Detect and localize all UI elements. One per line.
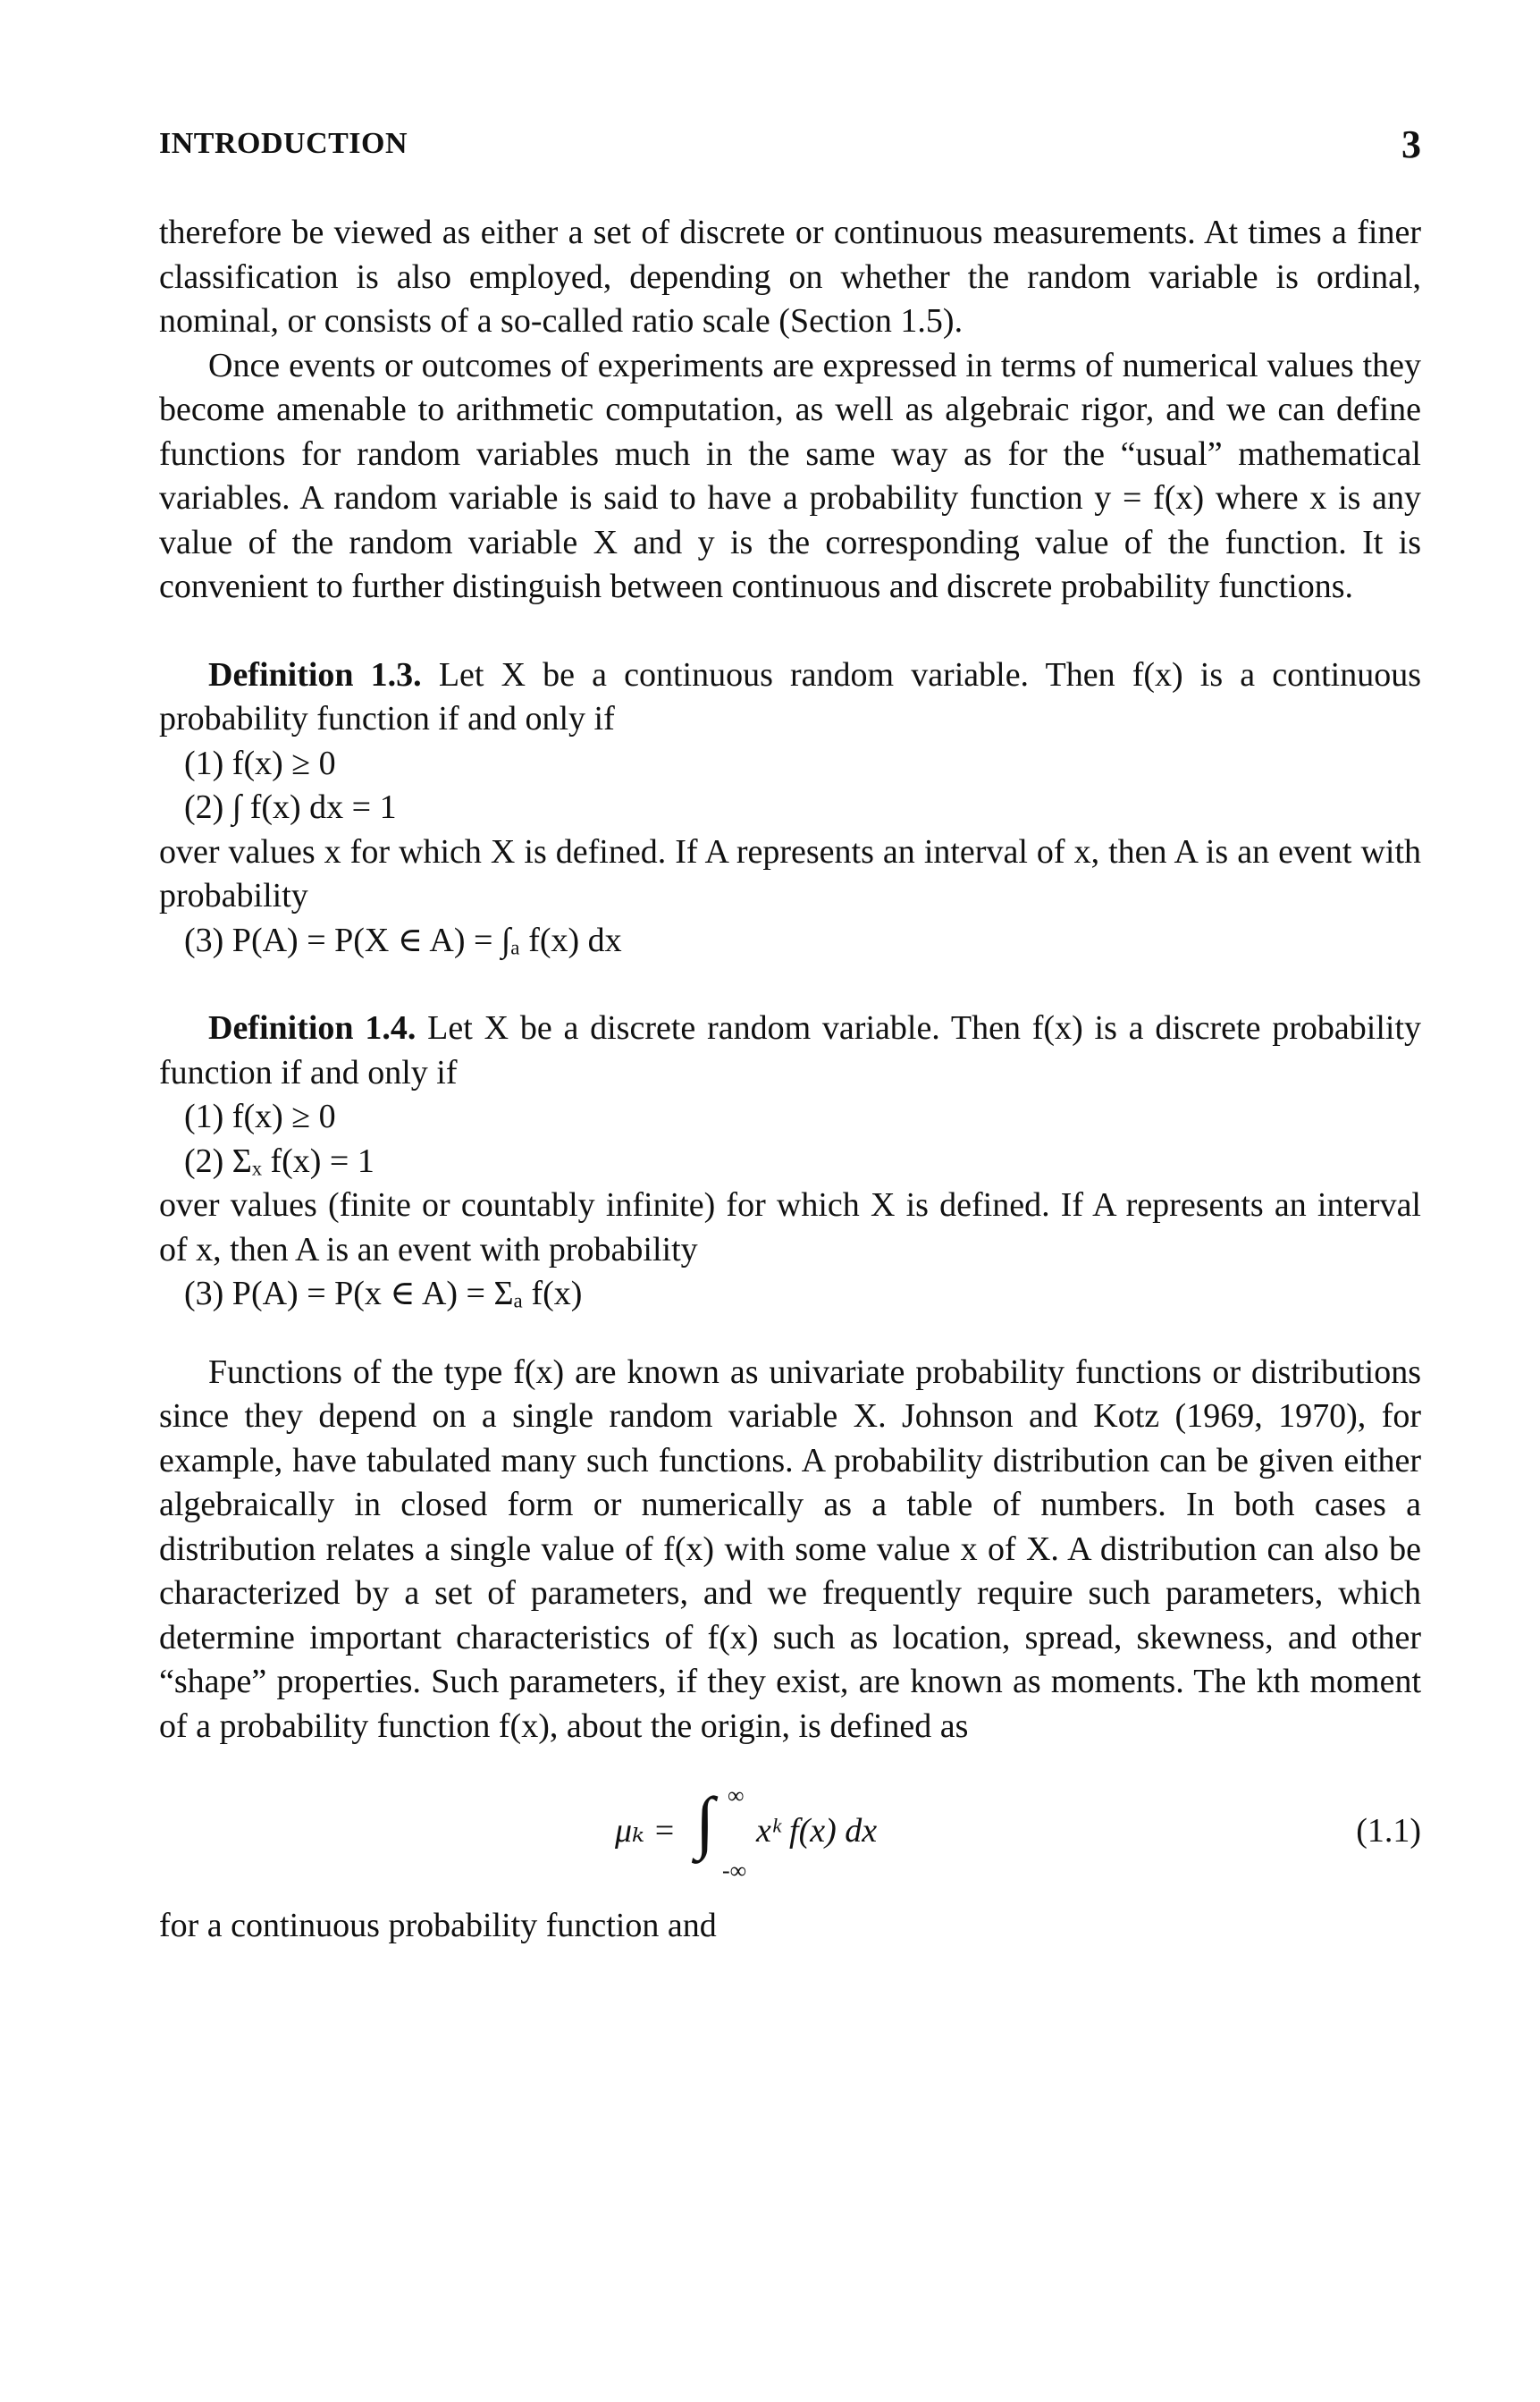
integral-sign: ∫: [695, 1783, 715, 1860]
definition-1-4-condition-2: (2) Σₓ f(x) = 1: [184, 1142, 374, 1180]
body-text: [159, 211, 1421, 1949]
chapter-title: INTRODUCTION: [159, 127, 408, 160]
paragraph-probability-functions: Once events or outcomes of experiments are expressed in terms of numerical values they become amenable to arithmetic computation, as well as algebraic rigor, and we can define functions for random variables much in the same way as for the “usual” mathematical variables. A random variable is said to have a probability function y = f(x) where x is any value of the random variable X and y is the corresponding value of the function. It is convenient to further distinguish between continuous and discrete probability functions.: [159, 346, 1421, 605]
integrand: xᵏ f(x) dx: [756, 1812, 878, 1850]
equation-1-1: [159, 1770, 1421, 1886]
definition-1-3-after: over values x for which X is defined. If A represents an interval of x, then A is an event with probability: [159, 832, 1421, 914]
definition-1-4: [159, 1007, 1421, 1095]
equation-lhs: μₖ =: [615, 1812, 677, 1850]
running-head: [159, 122, 1421, 172]
definition-1-3: [159, 653, 1421, 742]
page-number: 3: [1401, 122, 1421, 166]
definition-1-3-condition-2: (2) ∫ f(x) dx = 1: [184, 788, 397, 826]
equation-number: (1.1): [1356, 1812, 1421, 1850]
definition-1-4-condition-3: (3) P(A) = P(x ∈ A) = Σₐ f(x): [184, 1275, 583, 1312]
definition-1-4-after: over values (finite or countably infinite) for which X is defined. If A represents an interval of x, then A is an event with probability: [159, 1186, 1421, 1268]
definition-1-4-label: Definition 1.4.: [208, 1009, 417, 1047]
integral-upper-limit: ∞: [728, 1783, 745, 1808]
paragraph-continuation: therefore be viewed as either a set of discrete or continuous measurements. At times a finer classification is also employed, depending on whether the random variable is ordinal, nominal, or consists of a so-called ratio scale (Section 1.5).: [159, 214, 1421, 340]
definition-1-3-text: Let X be a continuous random variable. Then f(x) is a continuous probability function if and only if: [159, 655, 1421, 737]
definition-1-4-text: Let X be a discrete random variable. Then f(x) is a discrete probability function if and only if: [159, 1009, 1422, 1091]
definition-1-3-label: Definition 1.3.: [208, 655, 422, 694]
paragraph-closing: for a continuous probability function and: [159, 1907, 717, 1944]
paragraph-univariate-functions: Functions of the type f(x) are known as univariate probability functions or distributions since they depend on a single random variable X. Johnson and Kotz (1969, 1970), for example, have tabulated many such functions. A probability distribution can be given either algebraically in closed form or numerically as a table of numbers. In both cases a distribution relates a single value of f(x) with some value x of X. A distribution can also be characterized by a set of parameters, and we frequently require such parameters, which determine important characteristics of f(x) such as location, spread, skewness, and other “shape” properties. Such parameters, if they exist, are known as moments. The kth moment of a probability function f(x), about the origin, is defined as: [159, 1353, 1421, 1745]
definition-1-4-condition-1: (1) f(x) ≥ 0: [184, 1098, 336, 1135]
integral-lower-limit: -∞: [722, 1858, 747, 1884]
definition-1-3-condition-1: (1) f(x) ≥ 0: [184, 744, 336, 782]
definition-1-3-condition-3: (3) P(A) = P(X ∈ A) = ∫ₐ f(x) dx: [184, 921, 622, 959]
